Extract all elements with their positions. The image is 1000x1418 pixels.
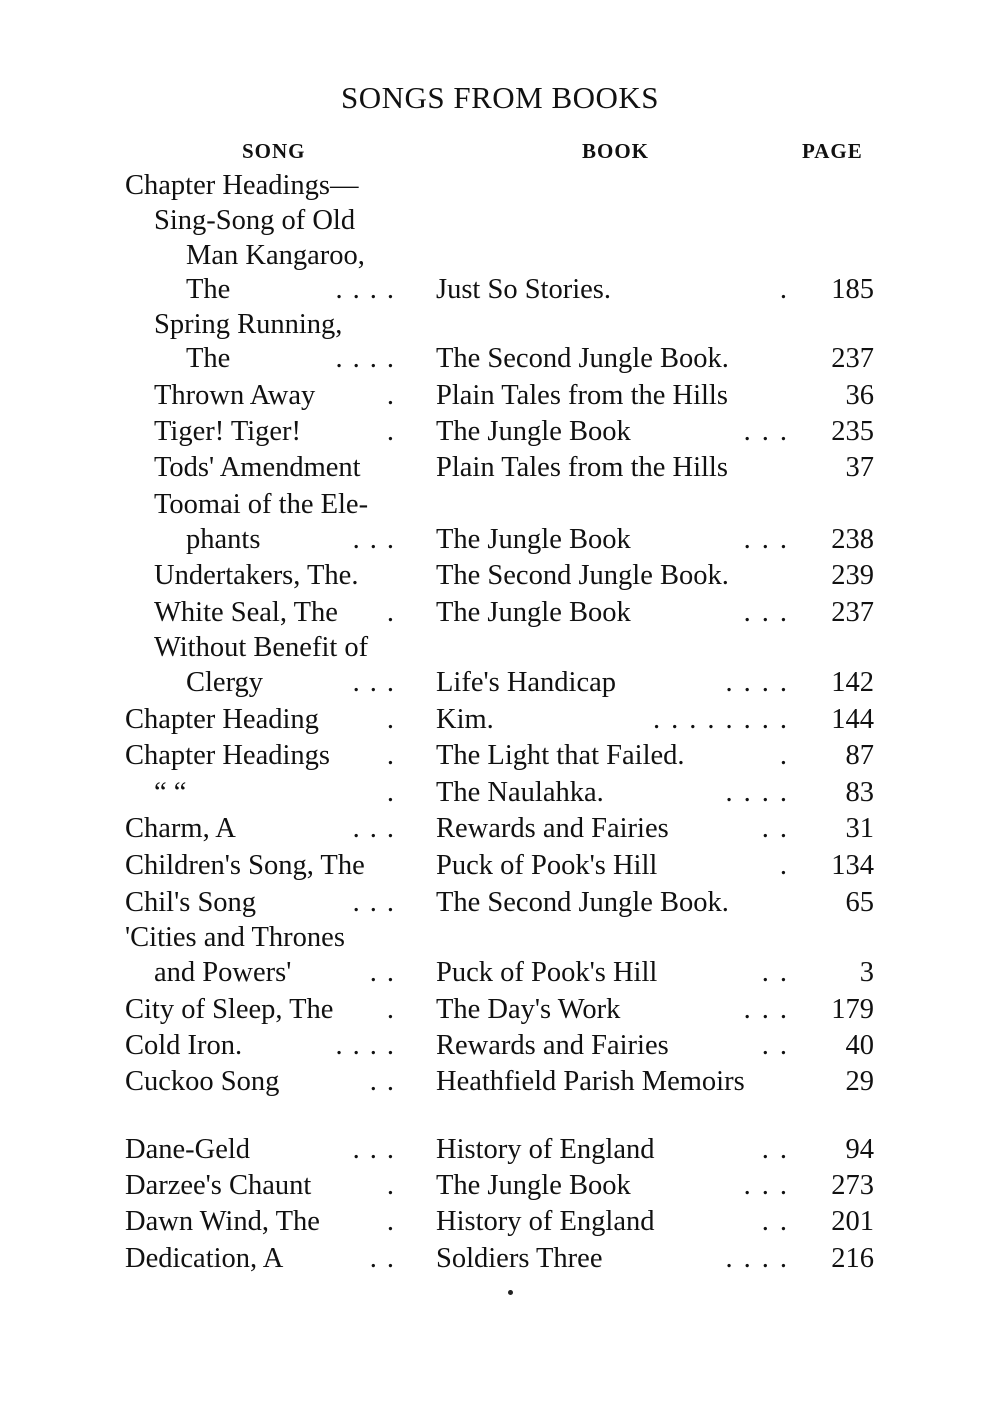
leader-dots: .. [369, 957, 404, 988]
page-column-header: PAGE [802, 139, 863, 163]
leader-dots: .. [369, 1066, 404, 1097]
page-number: 94 [845, 1134, 874, 1165]
page-number: 237 [831, 597, 874, 628]
book-title: Puck of Pook's Hill [436, 850, 658, 881]
page-number [808, 487, 874, 523]
song-cell [0, 848, 410, 884]
song-title: Toomai of the Ele- [154, 489, 369, 520]
song-title: Chapter Heading [125, 704, 319, 735]
song-title: Tiger! Tiger! [154, 416, 302, 447]
page-number: 36 [845, 380, 874, 411]
song-title: “ “ [154, 777, 187, 808]
page-number: 216 [831, 1243, 874, 1274]
song-title: Without Benefit of [154, 632, 369, 663]
leader-dots: .. [761, 1030, 798, 1061]
song-title: Clergy [186, 667, 264, 698]
song-cell [0, 414, 410, 450]
song-title: Chil's Song [125, 887, 257, 918]
leader-dots: . [386, 704, 404, 735]
book-cell [436, 414, 798, 450]
page-number: 273 [831, 1170, 874, 1201]
leader-dots: .... [725, 667, 798, 698]
leader-dots: ........ [653, 704, 798, 735]
song-cell [0, 1204, 410, 1240]
book-title: Heathfield Parish Memoirs [436, 1066, 745, 1097]
song-cell [0, 272, 410, 308]
song-title: Undertakers, The. [154, 560, 359, 591]
page-number: 65 [845, 887, 874, 918]
leader-dots: . [779, 850, 798, 881]
leader-dots: .. [761, 813, 798, 844]
leader-dots: .... [725, 777, 798, 808]
song-cell [0, 307, 410, 343]
page-number [808, 203, 874, 239]
page-number: 239 [831, 560, 874, 591]
song-cell [0, 450, 410, 486]
leader-dots: ... [743, 1170, 798, 1201]
book-cell [436, 665, 798, 701]
leader-dots: .. [761, 1206, 798, 1237]
leader-dots: . [386, 597, 404, 628]
page-number: 31 [845, 813, 874, 844]
book-cell [436, 238, 798, 274]
song-cell [0, 1241, 410, 1277]
leader-dots: ... [352, 524, 404, 555]
song-column-header: SONG [242, 139, 306, 163]
page-number: 144 [831, 704, 874, 735]
book-cell [436, 848, 798, 884]
song-cell [0, 1028, 410, 1064]
book-cell [436, 341, 798, 377]
book-cell [436, 955, 798, 991]
page-number: 238 [831, 524, 874, 555]
song-cell [0, 885, 410, 921]
leader-dots: .. [369, 1243, 404, 1274]
page-number: 179 [831, 994, 874, 1025]
song-cell [0, 558, 410, 594]
book-cell [436, 203, 798, 239]
print-speck [508, 1290, 513, 1295]
song-cell [0, 203, 410, 239]
song-title: Chapter Headings [125, 740, 330, 771]
leader-dots: . [779, 740, 798, 771]
song-title: The [186, 274, 231, 305]
leader-dots: ... [743, 416, 798, 447]
book-cell [436, 595, 798, 631]
song-title: The [186, 343, 231, 374]
page-number: 201 [831, 1206, 874, 1237]
book-title: The Second Jungle Book. [436, 343, 729, 374]
book-title: Rewards and Fairies [436, 1030, 669, 1061]
page-number: 37 [845, 452, 874, 483]
leader-dots: . [779, 274, 798, 305]
book-title: The Jungle Book [436, 524, 631, 555]
book-cell [436, 738, 798, 774]
song-cell [0, 341, 410, 377]
song-title: Thrown Away [154, 380, 316, 411]
page-number: 40 [845, 1030, 874, 1061]
book-title: Life's Handicap [436, 667, 617, 698]
song-title: White Seal, The [154, 597, 338, 628]
leader-dots: .... [335, 274, 404, 305]
book-cell [436, 1241, 798, 1277]
book-cell [436, 522, 798, 558]
leader-dots: .... [335, 343, 404, 374]
book-cell [436, 1028, 798, 1064]
song-title: Darzee's Chaunt [125, 1170, 312, 1201]
leader-dots: ... [352, 667, 404, 698]
song-title: Dedication, A [125, 1243, 284, 1274]
book-title: The Naulahka. [436, 777, 604, 808]
book-cell [436, 272, 798, 308]
song-title: Children's Song, The [125, 850, 365, 881]
song-title: Cold Iron. [125, 1030, 243, 1061]
book-cell [436, 702, 798, 738]
song-cell [0, 522, 410, 558]
song-title: Man Kangaroo, [186, 240, 365, 271]
book-cell [436, 168, 798, 204]
leader-dots: .... [335, 1030, 404, 1061]
book-title: Rewards and Fairies [436, 813, 669, 844]
song-cell [0, 1064, 410, 1100]
leader-dots: .. [761, 1134, 798, 1165]
book-title: The Jungle Book [436, 416, 631, 447]
book-cell [436, 1204, 798, 1240]
book-cell [436, 630, 798, 666]
page-number: 134 [831, 850, 874, 881]
book-title: The Jungle Book [436, 597, 631, 628]
page-number: 87 [845, 740, 874, 771]
book-cell [436, 1168, 798, 1204]
leader-dots: .... [725, 1243, 798, 1274]
song-title: Tods' Amendment [154, 452, 361, 483]
book-cell [436, 775, 798, 811]
book-cell [436, 1132, 798, 1168]
book-cell [436, 487, 798, 523]
book-title: The Jungle Book [436, 1170, 631, 1201]
page-title: SONGS FROM BOOKS [340, 80, 660, 115]
book-title: The Second Jungle Book. [436, 560, 729, 591]
song-cell [0, 702, 410, 738]
song-cell [0, 595, 410, 631]
song-cell [0, 238, 410, 274]
song-title: Dawn Wind, The [125, 1206, 320, 1237]
page-number: 3 [859, 957, 874, 988]
song-cell [0, 738, 410, 774]
book-cell [436, 885, 798, 921]
book-title: The Second Jungle Book. [436, 887, 729, 918]
book-column-header: BOOK [582, 139, 650, 163]
page-number: 185 [831, 274, 874, 305]
song-title: 'Cities and Thrones [125, 922, 345, 953]
book-title: Soldiers Three [436, 1243, 603, 1274]
page-number: 235 [831, 416, 874, 447]
leader-dots: ... [352, 1134, 404, 1165]
song-title: phants [186, 524, 261, 555]
page-number: 142 [831, 667, 874, 698]
book-title: Just So Stories. [436, 274, 611, 305]
song-cell [0, 775, 410, 811]
book-title: The Day's Work [436, 994, 621, 1025]
page-number [808, 920, 874, 956]
book-title: Plain Tales from the Hills [436, 380, 728, 411]
page-number: 237 [831, 343, 874, 374]
song-cell [0, 487, 410, 523]
book-cell [436, 811, 798, 847]
book-cell [436, 920, 798, 956]
leader-dots: .. [761, 957, 798, 988]
song-cell [0, 1132, 410, 1168]
song-cell [0, 811, 410, 847]
song-title: Sing-Song of Old [154, 205, 356, 236]
leader-dots: . [386, 380, 404, 411]
book-title: The Light that Failed. [436, 740, 685, 771]
song-cell [0, 992, 410, 1028]
song-title: Cuckoo Song [125, 1066, 280, 1097]
book-title: Plain Tales from the Hills [436, 452, 728, 483]
page-number [808, 238, 874, 274]
song-title: Charm, A [125, 813, 236, 844]
leader-dots: . [386, 1170, 404, 1201]
book-title: Kim. [436, 704, 494, 735]
page-number: 29 [845, 1066, 874, 1097]
page-number [808, 630, 874, 666]
book-cell [436, 307, 798, 343]
song-title: Dane-Geld [125, 1134, 251, 1165]
song-title: and Powers' [154, 957, 292, 988]
leader-dots: . [386, 740, 404, 771]
song-cell [0, 665, 410, 701]
song-title: City of Sleep, The [125, 994, 334, 1025]
leader-dots: ... [743, 524, 798, 555]
page-number: 83 [845, 777, 874, 808]
song-cell [0, 168, 410, 204]
book-cell [436, 558, 798, 594]
leader-dots: . [386, 777, 404, 808]
book-cell [436, 992, 798, 1028]
song-cell [0, 378, 410, 414]
leader-dots: . [386, 1206, 404, 1237]
song-title: Spring Running, [154, 309, 343, 340]
page-number [808, 307, 874, 343]
book-title: History of England [436, 1134, 655, 1165]
song-title: Chapter Headings— [125, 170, 359, 201]
book-cell [436, 1064, 798, 1100]
book-cell [436, 450, 798, 486]
song-cell [0, 920, 410, 956]
song-cell [0, 1168, 410, 1204]
leader-dots: ... [743, 994, 798, 1025]
leader-dots: ... [743, 597, 798, 628]
song-cell [0, 630, 410, 666]
song-cell [0, 955, 410, 991]
leader-dots: . [386, 994, 404, 1025]
leader-dots: . [386, 416, 404, 447]
book-title: Puck of Pook's Hill [436, 957, 658, 988]
page-number [808, 168, 874, 204]
leader-dots: ... [352, 887, 404, 918]
book-cell [436, 378, 798, 414]
leader-dots: ... [352, 813, 404, 844]
book-title: History of England [436, 1206, 655, 1237]
